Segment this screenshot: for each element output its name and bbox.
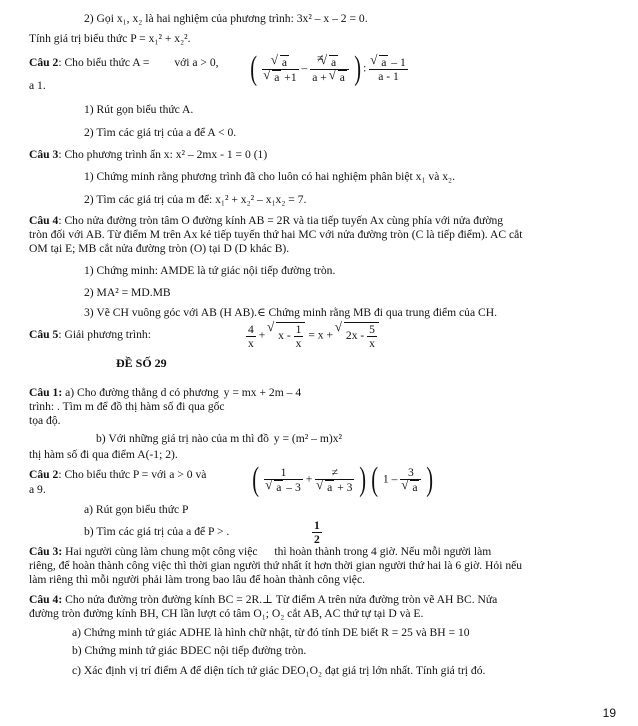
text-line: 1) Rút gọn biểu thức A. <box>84 103 194 116</box>
question-label: Câu 3 <box>29 148 59 161</box>
fraction: √ $\frac{a - 1}{a - 1}$ <box>369 55 408 83</box>
exam-question-2: Câu 2: Cho biểu thức P = với a > 0 và <box>29 468 207 481</box>
text-line: đường tròn đường kính BH, CH lần lượt có tâm O₁; O₂ cắt AB, AC thứ tự tại D và E. <box>29 607 424 620</box>
text-line: tròn đối với AB. Từ điểm M trên Ax kẻ tiếp tuyến thứ hai MC với nửa đường tròn (C là tiếp điểm). AC cắt <box>29 228 523 241</box>
question-label: Câu 5 <box>29 328 59 341</box>
text-line: OM tại E; MB cắt nửa đường tròn (O) tại D (D khác B). <box>29 242 290 255</box>
fraction-half: $\frac{1}{2}$ <box>314 519 320 546</box>
question-label: Câu 4: <box>29 593 63 606</box>
text-line: 2) Tìm các giá trị của a để A < 0. <box>84 126 237 139</box>
exam-question-4: Câu 4: Cho nửa đường tròn đường kính BC = 2R.⊥ Từ điểm A trên nửa đường tròn vẽ AH BC. Nửa <box>29 593 498 606</box>
fraction: $\frac{4}{x}$ <box>248 322 254 350</box>
question-label: Câu 3: <box>29 545 63 558</box>
text-line: tọa độ. <box>29 414 61 427</box>
text-line: a) Rút gọn biểu thức P <box>84 503 189 516</box>
question-label: Câu 2 <box>29 56 59 69</box>
text-line: thị hàm số đi qua điểm A(-1; 2). <box>29 448 178 461</box>
fraction: ≠ √ a a + √ a <box>310 55 349 84</box>
text-line: a) Chứng minh tứ giác ADHE là hình chữ nhật, từ đó tính DE biết R = 25 và BH = 10 <box>72 626 470 639</box>
expression-P: ( 1 √ a – 3 + ≠ √ a + 3 ) ( 1 – 3 √ a ) <box>250 463 436 497</box>
exam-question-1: Câu 1: a) Cho đường thẳng d có phương y = mx + 2m – 4 <box>29 386 302 399</box>
text-line: b) Với những giá trị nào của m thì đồ y = (m² – m)x² <box>96 432 343 445</box>
question-3: Câu 3: Cho phương trình ẩn x: x² – 2mx - 1 = 0 (1) <box>29 148 268 161</box>
text-line: riêng, để hoàn thành công việc thì thời gian người thứ nhất ít hơn thời gian người thứ hai là 6 giờ. Hỏi nếu <box>29 559 523 572</box>
text-line: a 9. <box>29 483 46 496</box>
text-line: trình: . Tìm m để đồ thị hàm số đi qua gốc <box>29 400 225 413</box>
question-4: Câu 4: Cho nửa đường tròn tâm O đường kính AB = 2R và tia tiếp tuyến Ax cùng phía với nửa đường <box>29 214 504 227</box>
text-line: c) Xác định vị trí điểm A để diện tích tứ giác DEO₁O₂ đạt giá trị lớn nhất. Tính giá trị đó. <box>72 664 486 677</box>
text-line: 2) Tìm các giá trị của m để: x₁² + x₂² – x₁x₂ = 7. <box>84 193 307 206</box>
text-line: b) Tìm các giá trị của a để P > . <box>84 525 230 538</box>
exam-title: ĐỀ SỐ 29 <box>116 356 167 370</box>
question-label: Câu 4 <box>29 214 59 227</box>
text-line: 1) Chứng minh: AMDE là tứ giác nội tiếp đường tròn. <box>84 264 336 277</box>
text-line: 1) Chứng minh rằng phương trình đã cho luôn có hai nghiệm phân biệt x₁ và x₂. <box>84 170 455 183</box>
text-line: 3) Vẽ CH vuông góc với AB (H AB).∈ Chứng minh rằng MB đi qua trung điểm của CH. <box>84 306 498 319</box>
page-number: 19 <box>602 706 616 720</box>
text-line: làm riêng thì mỗi người phải làm trong bao lâu để hoàn thành công việc. <box>29 573 365 586</box>
fraction: 1 √ a – 3 <box>264 466 303 494</box>
fraction: ≠ √ a + 3 <box>315 466 354 494</box>
text-line: a 1. <box>29 79 46 92</box>
question-label: Câu 1: <box>29 386 63 399</box>
expression-A: ( √ a √ a +1 – ≠ √ a a + √ a ) : √ $\frac{a - 1}{a - 1}$ <box>248 52 408 98</box>
text-line: Tính giá trị biểu thức P = x₁² + x₂². <box>29 32 191 45</box>
text-line: b) Chứng minh tứ giác BDEC nội tiếp đường tròn. <box>72 644 307 657</box>
equation-5: $\frac{4}{x}$ + √ x - $\frac{1}{x}$ = x + √ 2x - $\frac{5}{x}$ <box>246 322 379 350</box>
text-line: 2) MA² = MD.MB <box>84 286 171 299</box>
exam-question-3: Câu 3: Hai người cùng làm chung một công việc thì hoàn thành trong 4 giờ. Nếu mỗi người làm <box>29 545 492 558</box>
fraction: 3 √ a <box>400 466 421 494</box>
question-2: Câu 2: Cho biểu thức A = với a > 0, <box>29 56 219 69</box>
question-label: Câu 2 <box>29 468 59 481</box>
question-5: Câu 5: Giải phương trình: <box>29 328 151 341</box>
text-line: 2) Gọi x₁, x₂ là hai nghiệm của phương trình: 3x² – x – 2 = 0. <box>84 12 368 25</box>
fraction: √ a √ a +1 <box>262 55 298 84</box>
